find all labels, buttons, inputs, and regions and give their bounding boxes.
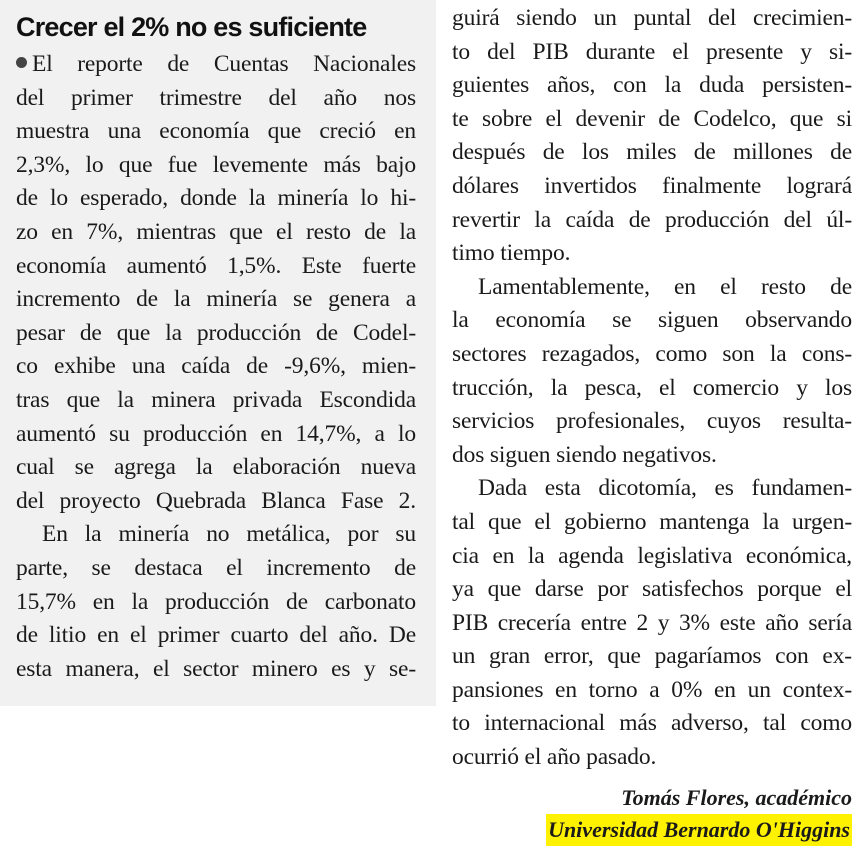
text-line: la economía se siguen observando (452, 307, 852, 334)
text-line: economía aumentó 1,5%. Este fuerte (16, 252, 416, 279)
text-line (16, 48, 416, 82)
text-line: de litio en el primer cuarto del año. De (16, 622, 416, 649)
text-line: un gran error, que pagaríamos con ex- (452, 643, 852, 670)
text-line: zo en 7%, mientras que el resto de la (16, 218, 416, 245)
text-line: cia en la agenda legislativa económica, (452, 542, 852, 569)
text-line: parte, se destaca el incremento de (16, 554, 416, 581)
text-line: muestra una economía que creció en (16, 118, 416, 145)
text-line: servicios profesionales, cuyos resulta- (452, 408, 852, 435)
text-line: co exhibe una caída de -9,6%, mien- (16, 353, 416, 380)
text-line: te sobre el devenir de Codelco, que si (452, 105, 852, 132)
text-line: después de los miles de millones de (452, 139, 852, 166)
paragraph-2-continued (452, 2, 852, 271)
text-line: ocurrió el año pasado. (452, 744, 657, 771)
text-line: 2,3%, lo que fue levemente más bajo (16, 151, 416, 178)
author-name: Tomás Flores, académico (621, 785, 852, 810)
paragraph-1 (16, 48, 416, 518)
text-line: revertir la caída de producción del úl- (452, 206, 852, 233)
text-line: del proyecto Quebrada Blanca Fase 2. (16, 487, 416, 514)
text-line: ya que darse por satisfechos porque el (452, 576, 852, 603)
text-line: to internacional más adverso, tal como (452, 710, 852, 737)
text-line: trucción, la pesca, el comercio y los (452, 374, 852, 401)
text-line: Dada esta dicotomía, es fundamen- (478, 475, 852, 502)
article-column-right (452, 2, 852, 775)
author-signature (546, 782, 852, 846)
text-line: pesar de que la producción de Codel- (16, 319, 416, 346)
author-institution-highlighted: Universidad Bernardo O'Higgins (546, 814, 852, 846)
text-line: cual se agrega la elaboración nueva (16, 454, 416, 481)
text-line: 15,7% en la producción de carbonato (16, 588, 416, 615)
text-line: guientes años, con la duda persisten- (452, 72, 852, 99)
text-line: guirá siendo un puntal del crecimien- (452, 5, 852, 31)
text-line: En la minería no metálica, por su (42, 521, 416, 548)
text-line: dos siguen siendo negativos. (452, 441, 717, 468)
text-line-content: El reporte de Cuentas Nacionales (32, 51, 416, 77)
text-line: dólares invertidos finalmente logrará (452, 172, 852, 199)
text-line: incremento de la minería se genera a (16, 286, 416, 313)
paragraph-4 (452, 472, 852, 774)
text-line: sectores rezagados, como son la cons- (452, 340, 852, 367)
paragraph-2 (16, 518, 416, 686)
text-line: to del PIB durante el presente y si- (452, 38, 852, 65)
text-line: tras que la minera privada Escondida (16, 386, 416, 413)
text-line: de lo esperado, donde la minería lo hi- (16, 185, 416, 212)
text-line: tal que el gobierno mantenga la urgen- (452, 508, 852, 535)
paragraph-3 (452, 271, 852, 473)
text-line: esta manera, el sector minero es y se- (16, 655, 416, 682)
text-line: PIB crecería entre 2 y 3% este año sería (452, 609, 852, 636)
text-line: Lamentablemente, en el resto de (478, 273, 852, 300)
article-headline: Crecer el 2% no es suficiente (16, 12, 367, 42)
text-line: del primer trimestre del año nos (16, 84, 416, 111)
text-line: aumentó su producción en 14,7%, a lo (16, 420, 416, 447)
article-column-left (16, 10, 416, 686)
text-line: timo tiempo. (452, 240, 571, 267)
text-line: pansiones en torno a 0% en un contex- (452, 676, 852, 703)
bullet-icon (16, 57, 27, 68)
